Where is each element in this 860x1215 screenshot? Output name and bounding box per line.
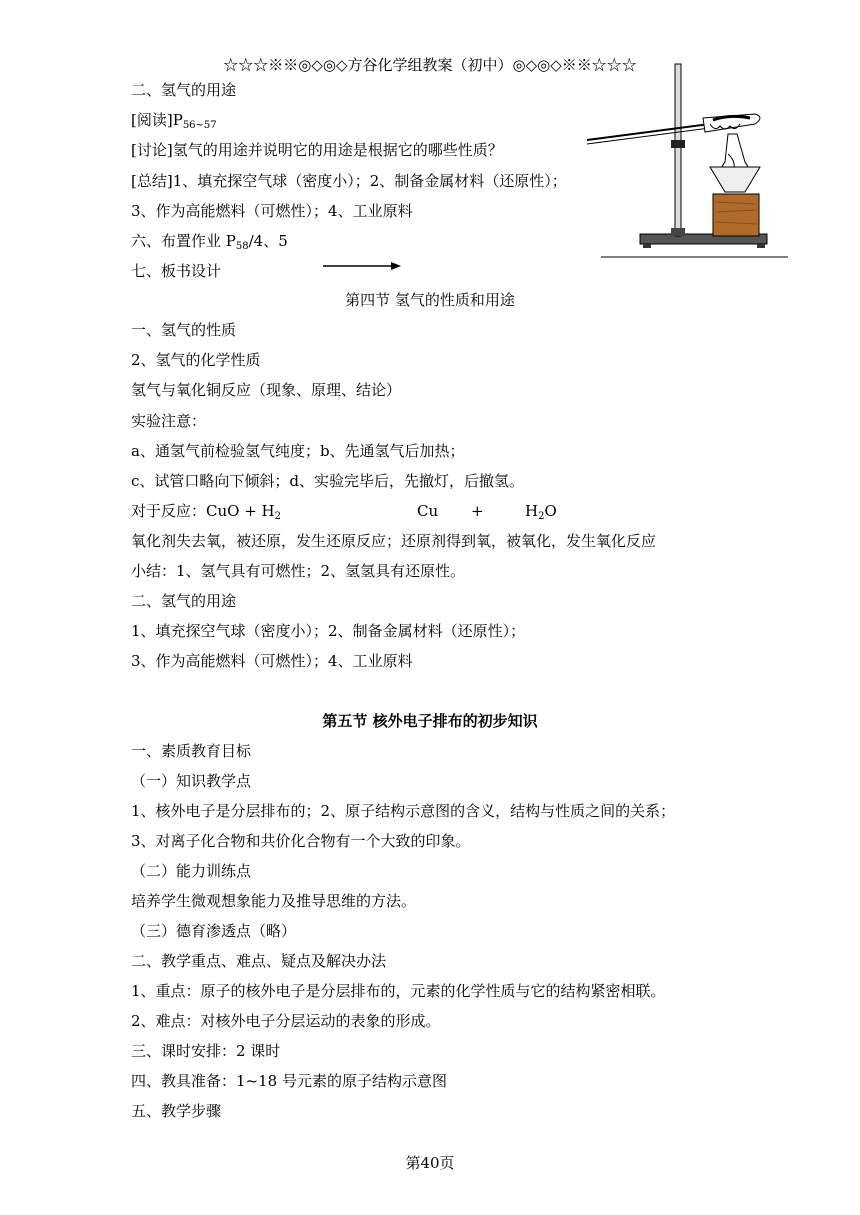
board-item: 1、填充探空气球（密度小）；2、制备金属材料（还原性）； — [131, 622, 526, 640]
reaction-reactants: 对于反应：CuO + H — [131, 502, 275, 520]
board-item: 2、氢气的化学性质 — [131, 351, 261, 369]
section5-item: 1、重点：原子的核外电子是分层排布的，元素的化学性质与它的结构紧密相联。 — [131, 982, 666, 1000]
board-title: 第四节 氢气的性质和用途 — [345, 291, 515, 309]
section5-item: 一、素质教育目标 — [131, 742, 252, 760]
homework-line — [131, 231, 288, 257]
page-number: 第40页 — [405, 1154, 455, 1172]
section5-item: 二、教学重点、难点、疑点及解决办法 — [131, 952, 387, 970]
section5-item: 3、对离子化合物和共价化合物有一个大致的印象。 — [131, 832, 471, 850]
summary-line: [总结]1、填充探空气球（密度小）；2、制备金属材料（还原性）； — [131, 172, 567, 190]
section5-item: （一）知识教学点 — [131, 772, 252, 790]
summary-line-2: 3、作为高能燃料（可燃性）；4、工业原料 — [131, 202, 413, 220]
board-item: 二、氢气的用途 — [131, 592, 237, 610]
section5-item: 培养学生微观想象能力及推导思维的方法。 — [131, 892, 417, 910]
product-plus: + — [471, 502, 484, 520]
section5-item: 五、教学步骤 — [131, 1102, 222, 1120]
section5-item: （二）能力训练点 — [131, 862, 252, 880]
board-item: 氢气与氧化铜反应（现象、原理、结论） — [131, 381, 402, 399]
subscript: 2 — [538, 511, 545, 522]
product-water — [525, 501, 557, 527]
homework-items: /4、5 — [248, 232, 288, 250]
section5-item: 2、难点：对核外电子分层运动的表象的形成。 — [131, 1012, 441, 1030]
board-item: 3、作为高能燃料（可燃性）；4、工业原料 — [131, 652, 413, 670]
water-h: H — [525, 502, 539, 520]
reading-line — [131, 110, 217, 136]
page-header: ☆☆☆※※◎◇◎◇方谷化学组教案（初中）◎◇◎◇※※☆☆☆ — [223, 56, 637, 74]
board-item: 一、氢气的性质 — [131, 321, 237, 339]
board-item: c、试管口略向下倾斜；d、实验完毕后，先撤灯，后撤氢。 — [131, 472, 525, 490]
section5-item: 1、核外电子是分层排布的；2、原子结构示意图的含义，结构与性质之间的关系； — [131, 802, 676, 820]
board-item: a、通氢气前检验氢气纯度；b、先通氢气后加热； — [131, 442, 465, 460]
water-o: O — [544, 502, 557, 520]
section5-title: 第五节 核外电子排布的初步知识 — [322, 712, 538, 730]
apparatus-illustration — [585, 62, 790, 262]
board-item: 实验注意： — [131, 412, 207, 430]
board-design-heading: 七、板书设计 — [131, 262, 222, 280]
right-arrow-icon — [323, 259, 403, 273]
product-cu: Cu — [417, 502, 439, 520]
homework-text: 六、布置作业 P — [131, 232, 236, 250]
reaction-equation — [131, 501, 281, 527]
subscript: 2 — [274, 511, 281, 522]
board-item: 小结：1、氢气具有可燃性；2、氢氢具有还原性。 — [131, 562, 466, 580]
board-item: 氧化剂失去氧，被还原，发生还原反应；还原剂得到氧，被氧化，发生氧化反应 — [131, 532, 657, 550]
discussion-line: [讨论]氢气的用途并说明它的用途是根据它的哪些性质？ — [131, 141, 503, 159]
reading-text: [阅读]P — [131, 111, 183, 129]
reading-pages: 56~57 — [182, 120, 217, 131]
homework-page: 58 — [235, 241, 249, 252]
section5-item: 三、课时安排：2 课时 — [131, 1042, 281, 1060]
section5-item: （三）德育渗透点（略） — [131, 922, 297, 940]
heading-hydrogen-uses: 二、氢气的用途 — [131, 81, 237, 99]
section5-item: 四、教具准备：1~18 号元素的原子结构示意图 — [131, 1072, 447, 1090]
